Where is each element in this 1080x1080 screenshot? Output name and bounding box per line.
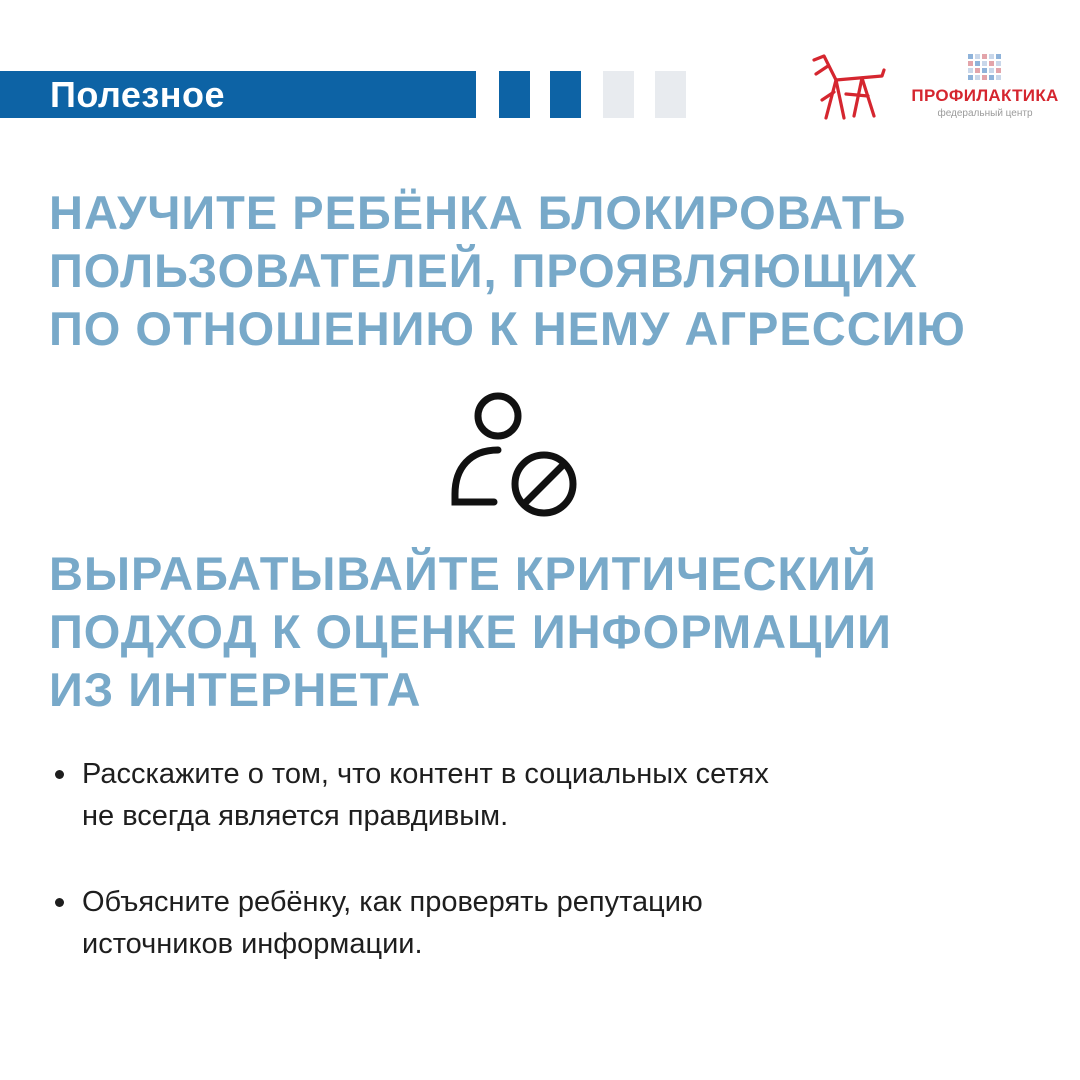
user-block-icon: [450, 390, 582, 522]
logo-subtitle: федеральный центр: [937, 108, 1033, 119]
section1-heading-line: ПО ОТНОШЕНИЮ К НЕМУ АГРЕССИЮ: [49, 302, 966, 355]
header-square: [603, 71, 634, 118]
list-item: [55, 753, 1045, 837]
header-square: [499, 71, 530, 118]
horse-logo-icon: [806, 52, 890, 124]
list-item: [55, 881, 1045, 965]
list-item-text: Объясните ребёнку, как проверять репутацию: [82, 886, 703, 918]
bullet-dot-icon: [55, 770, 64, 779]
section1-heading-line: НАУЧИТЕ РЕБЁНКА БЛОКИРОВАТЬ: [49, 186, 907, 239]
header-square: [655, 71, 686, 118]
section1-heading-line: ПОЛЬЗОВАТЕЛЕЙ, ПРОЯВЛЯЮЩИХ: [49, 244, 918, 297]
list-item-text: Расскажите о том, что контент в социальных сетях: [82, 758, 769, 790]
list-item-text: не всегда является правдивым.: [82, 800, 509, 832]
tips-list: [55, 753, 1045, 965]
section1-heading: [49, 184, 966, 358]
bullet-dot-icon: [55, 898, 64, 907]
logo-title: ПРОФИЛАКТИКА: [911, 86, 1059, 105]
logo-grid-icon: [968, 54, 1004, 82]
section2-heading: [49, 545, 892, 719]
section2-heading-line: ПОДХОД К ОЦЕНКЕ ИНФОРМАЦИИ: [49, 605, 892, 658]
header-label: Полезное: [50, 74, 226, 115]
section2-heading-line: ВЫРАБАТЫВАЙТЕ КРИТИЧЕСКИЙ: [49, 547, 877, 600]
section2-heading-line: ИЗ ИНТЕРНЕТА: [49, 663, 422, 716]
list-item-text: источников информации.: [82, 928, 423, 960]
header-square: [550, 71, 581, 118]
